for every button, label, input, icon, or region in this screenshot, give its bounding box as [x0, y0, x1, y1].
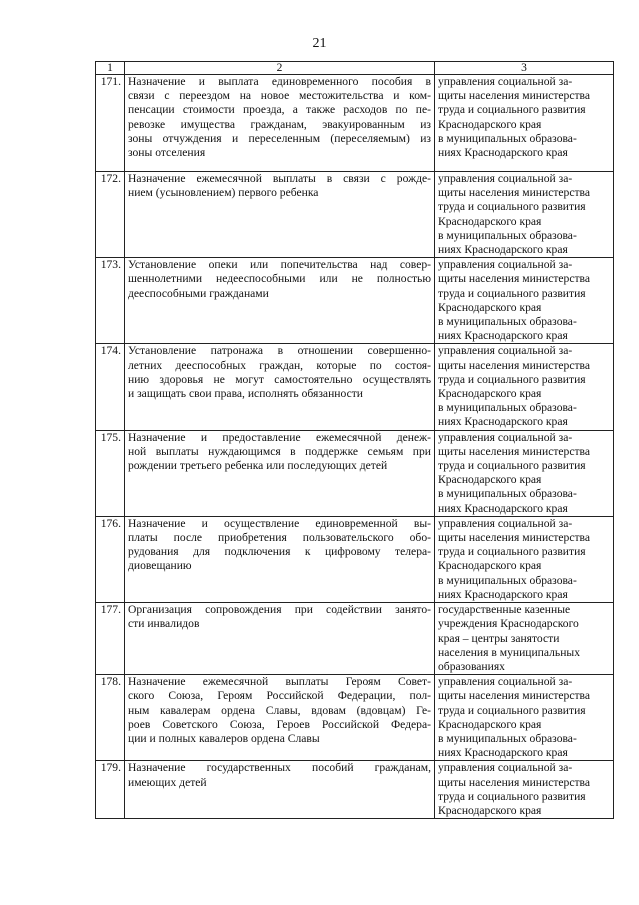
organization-line: труда и социального развития — [438, 545, 586, 559]
responsible-organization — [435, 603, 614, 675]
organization-line: ниях Краснодарского края — [438, 329, 568, 343]
organization-line: управления социальной за- — [438, 761, 573, 775]
service-name — [125, 258, 435, 344]
organization-line: управления социальной за- — [438, 172, 573, 185]
service-name-line: шеннолетними недееспособными или не полностью — [128, 272, 431, 286]
organization-line: края – центры занятости — [438, 631, 560, 645]
organization-line: в муниципальных образова- — [438, 487, 577, 501]
service-name — [125, 761, 435, 819]
responsible-organization — [435, 675, 614, 761]
service-name — [125, 516, 435, 602]
service-name-line: Назначение и осуществление единовременной вы- — [128, 516, 431, 530]
service-name-line: ным кавалерам ордена Славы, вдовам (вдовцам) Ге- — [128, 703, 431, 717]
organization-line: щиты населения министерства — [438, 89, 591, 103]
organization-line: Краснодарского края — [438, 117, 542, 131]
responsible-organization — [435, 761, 614, 819]
responsible-organization — [435, 75, 614, 172]
organization-line: управления социальной за- — [438, 430, 573, 444]
organization-line: в муниципальных образова- — [438, 131, 577, 145]
service-name-line: Установление опеки или попечительства над совер- — [128, 258, 431, 272]
row-number: 179. — [96, 761, 125, 819]
service-name-line: зоны отчуждения и переселенным (переселяемым) из — [128, 131, 431, 145]
column-header-3: 3 — [435, 62, 614, 75]
service-name-line: ского Союза, Героям Российской Федерации, пол- — [128, 689, 431, 703]
service-name-line: ции и полных кавалеров ордена Славы — [128, 731, 320, 745]
organization-line: в муниципальных образова- — [438, 401, 577, 415]
organization-line: ниях Краснодарского края — [438, 415, 568, 429]
organization-line: Краснодарского края — [438, 473, 542, 487]
organization-line: управления социальной за- — [438, 258, 573, 272]
organization-line: труда и социального развития — [438, 459, 586, 473]
service-name — [125, 75, 435, 172]
table-row — [96, 603, 614, 675]
organization-line: труда и социального развития — [438, 372, 586, 386]
service-name-line: имеющих детей — [128, 775, 207, 789]
service-name-line: Назначение государственных пособий гражданам, — [128, 761, 431, 775]
table-row — [96, 75, 614, 172]
table-row — [96, 430, 614, 516]
row-number: 177. — [96, 603, 125, 675]
service-name-line: и защищать свои права, исполнять обязанности — [128, 387, 363, 401]
service-name-line: связи с переездом на новое местожительства и ком- — [128, 89, 431, 103]
services-table — [95, 61, 614, 819]
service-name-line: Назначение и предоставление ежемесячной денеж- — [128, 430, 431, 444]
organization-line: Краснодарского края — [438, 387, 542, 401]
column-header-1: 1 — [96, 62, 125, 75]
responsible-organization — [435, 172, 614, 258]
organization-line: в муниципальных образова- — [438, 573, 577, 587]
row-number: 173. — [96, 258, 125, 344]
row-number: 171. — [96, 75, 125, 172]
organization-line: Краснодарского края — [438, 803, 542, 817]
service-name-line: рудования для подключения к цифровому телера- — [128, 545, 431, 559]
service-name-line: ной выплаты нуждающимся в поддержке семьям при — [128, 444, 431, 458]
service-name-line: пенсации стоимости проезда, а также расходов по пе- — [128, 103, 431, 117]
service-name-line: ревозке имущества гражданам, эвакуированным из — [128, 117, 431, 131]
organization-line: государственные казенные — [438, 603, 571, 617]
organization-line: ниях Краснодарского края — [438, 587, 568, 601]
organization-line: ниях Краснодарского края — [438, 146, 568, 160]
organization-line: щиты населения министерства — [438, 531, 591, 545]
organization-line: труда и социального развития — [438, 789, 586, 803]
organization-line: Краснодарского края — [438, 559, 542, 573]
column-header-2: 2 — [125, 62, 435, 75]
table-row — [96, 675, 614, 761]
organization-line: щиты населения министерства — [438, 775, 591, 789]
organization-line: труда и социального развития — [438, 703, 586, 717]
organization-line: труда и социального развития — [438, 286, 586, 300]
organization-line: щиты населения министерства — [438, 186, 591, 200]
responsible-organization — [435, 258, 614, 344]
organization-line: Краснодарского края — [438, 214, 542, 228]
organization-line: ниях Краснодарского края — [438, 501, 568, 515]
organization-line: управления социальной за- — [438, 344, 573, 358]
row-number: 176. — [96, 516, 125, 602]
page-number: 21 — [312, 36, 327, 51]
service-name-line: дееспособными гражданами — [128, 286, 269, 300]
service-name-line: сти инвалидов — [128, 617, 200, 631]
service-name-line: рождении третьего ребенка или последующих детей — [128, 459, 388, 473]
organization-line: образованиях — [438, 659, 505, 673]
table-row — [96, 516, 614, 602]
organization-line: Краснодарского края — [438, 300, 542, 314]
service-name-line: Организация сопровождения при содействии занято- — [128, 603, 431, 617]
service-name-line: нием (усыновлением) первого ребенка — [128, 186, 319, 200]
table-row — [96, 172, 614, 258]
service-name — [125, 344, 435, 430]
organization-line: ниях Краснодарского края — [438, 243, 568, 257]
organization-line: щиты населения министерства — [438, 689, 591, 703]
table-header — [96, 62, 614, 75]
responsible-organization — [435, 344, 614, 430]
organization-line: щиты населения министерства — [438, 272, 591, 286]
organization-line: управления социальной за- — [438, 75, 573, 88]
organization-line: труда и социального развития — [438, 200, 586, 214]
table-body — [96, 75, 614, 819]
service-name — [125, 430, 435, 516]
responsible-organization — [435, 430, 614, 516]
service-name-line: Установление патронажа в отношении совершенно- — [128, 344, 431, 358]
service-name — [125, 675, 435, 761]
service-name-line: Назначение ежемесячной выплаты в связи с рожде- — [128, 172, 431, 185]
service-name-line: платы после приобретения пользовательского обо- — [128, 531, 431, 545]
table-row — [96, 258, 614, 344]
organization-line: щиты населения министерства — [438, 444, 591, 458]
organization-line: в муниципальных образова- — [438, 315, 577, 329]
organization-line: труда и социального развития — [438, 103, 586, 117]
organization-line: щиты населения министерства — [438, 358, 591, 372]
row-number: 178. — [96, 675, 125, 761]
service-name — [125, 603, 435, 675]
service-name-line: Назначение ежемесячной выплаты Героям Совет- — [128, 675, 431, 689]
row-number: 175. — [96, 430, 125, 516]
service-name-line: летних дееспособных граждан, которые по состоя- — [128, 358, 431, 372]
service-name-line: роев Советского Союза, Героев Российской Федера- — [128, 717, 431, 731]
service-name-line: Назначение и выплата единовременного пособия в — [128, 75, 431, 88]
organization-line: населения в муниципальных — [438, 645, 580, 659]
organization-line: Краснодарского края — [438, 717, 542, 731]
organization-line: в муниципальных образова- — [438, 228, 577, 242]
table-row — [96, 344, 614, 430]
table-row — [96, 761, 614, 819]
service-name-line: диовещанию — [128, 559, 192, 573]
service-name-line: нию здоровья не могут самостоятельно осуществлять — [128, 372, 431, 386]
row-number: 172. — [96, 172, 125, 258]
organization-line: управления социальной за- — [438, 516, 573, 530]
organization-line: управления социальной за- — [438, 675, 573, 689]
organization-line: ниях Краснодарского края — [438, 746, 568, 760]
row-number: 174. — [96, 344, 125, 430]
service-name-line: зоны отселения — [128, 146, 206, 160]
responsible-organization — [435, 516, 614, 602]
organization-line: учреждения Краснодарского — [438, 617, 579, 631]
organization-line: в муниципальных образова- — [438, 731, 577, 745]
service-name — [125, 172, 435, 258]
